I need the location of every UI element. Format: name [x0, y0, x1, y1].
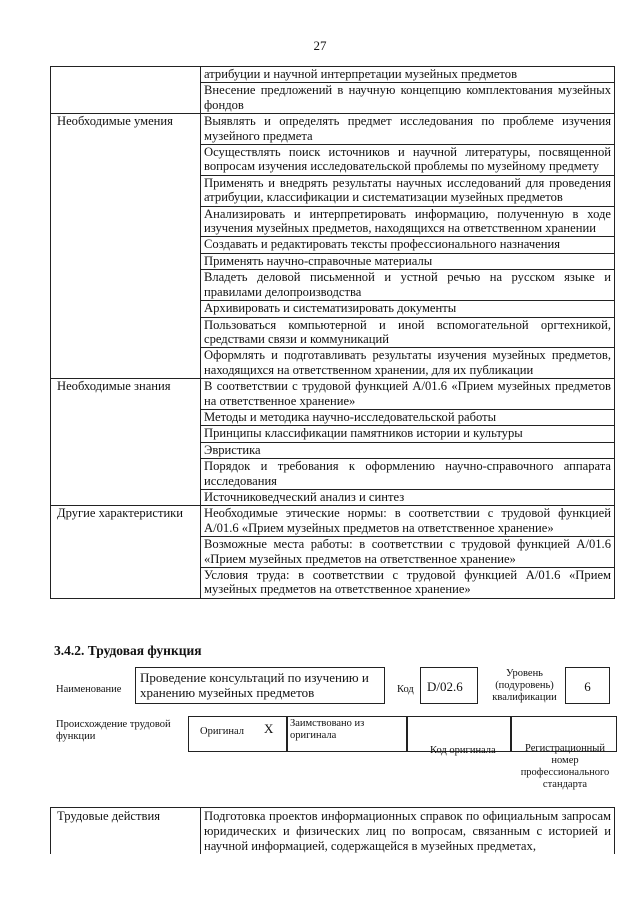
row-item: Возможные места работы: в соответствии с трудовой функцией А/01.6 «Прием музейных предметов на ответственное хранение»	[201, 537, 615, 568]
row-item: Оформлять и подготавливать результаты изучения музейных предметов, находящихся на ответственном хранении, для их публикации	[201, 348, 615, 379]
labor-actions-label: Трудовые действия	[51, 808, 201, 855]
row-item: Выявлять и определять предмет исследования по проблеме изучения музейного предмета	[201, 114, 615, 145]
row-item: Источниковедческий анализ и синтез	[201, 489, 615, 505]
function-code-box: D/02.6	[420, 667, 478, 704]
table-row	[51, 67, 615, 83]
row-item: Применять и внедрять результаты научных исследований для проведения атрибуции, классификации и систематизации музейных предметов	[201, 175, 615, 206]
row-item: Внесение предложений в научную концепцию комплектования музейных фондов	[201, 83, 615, 114]
function-name-box: Проведение консультаций по изучению и хранению музейных предметов	[135, 667, 385, 704]
row-item: Принципы классификации памятников истории и культуры	[201, 426, 615, 442]
original-mark: X	[264, 721, 274, 736]
level-label: Уровень (подуровень) квалификации	[492, 668, 557, 703]
name-label: Наименование	[56, 684, 122, 695]
row-item: Применять научно-справочные материалы	[201, 253, 615, 269]
level-value-box: 6	[565, 667, 610, 704]
row-label: Необходимые знания	[51, 379, 201, 506]
row-label: Другие характеристики	[51, 506, 201, 598]
reg-number-label: Регистрационный номер профессионального стандарта	[520, 743, 610, 790]
row-item: Эвристика	[201, 442, 615, 458]
labor-actions-text: Подготовка проектов информационных справок по официальным запросам юридических и физических лиц по вопросам, связанным с историей и научной информацией, содержащейся в музейных предметах,	[201, 808, 615, 855]
row-item: Методы и методика научно-исследовательской работы	[201, 409, 615, 425]
original-label: Оригинал	[200, 726, 244, 737]
labor-actions-table	[50, 807, 615, 854]
row-item: Создавать и редактировать тексты профессионального назначения	[201, 237, 615, 253]
row-item: Анализировать и интерпретировать информацию, полученную в ходе изучения музейных предметов, находящихся на ответственном хранении	[201, 206, 615, 237]
row-label: Необходимые умения	[51, 114, 201, 379]
requirements-table	[50, 66, 615, 599]
row-label	[51, 67, 201, 114]
origin-label: Происхождение трудовой функции	[56, 719, 171, 742]
table-row	[51, 506, 615, 537]
row-item: Порядок и требования к оформлению научно-справочного аппарата исследования	[201, 459, 615, 490]
borrowed-label: Заимствовано из оригинала	[290, 718, 365, 741]
section-title: 3.4.2. Трудовая функция	[54, 643, 202, 658]
row-item: В соответствии с трудовой функцией А/01.6 «Прием музейных предметов на ответственное хранение»	[201, 379, 615, 410]
table-row	[51, 114, 615, 145]
row-item: Архивировать и систематизировать документы	[201, 301, 615, 317]
row-item: Необходимые этические нормы: в соответствии с трудовой функцией А/01.6 «Прием музейных предметов на ответственное хранение»	[201, 506, 615, 537]
page-number: 27	[313, 38, 327, 53]
table-row	[51, 379, 615, 410]
row-item: Владеть деловой письменной и устной речью на русском языке и правилами делопроизводства	[201, 270, 615, 301]
code-label: Код	[397, 684, 414, 695]
row-item: Осуществлять поиск источников и научной литературы, посвященной вопросам изучения исследовательской проблемы по музейному предмету	[201, 145, 615, 176]
row-item: Условия труда: в соответствии с трудовой функцией А/01.6 «Прием музейных предметов на ответственное хранение»	[201, 568, 615, 599]
orig-code-label: Код оригинала	[430, 745, 496, 756]
row-item: атрибуции и научной интерпретации музейных предметов	[201, 67, 615, 83]
row-item: Пользоваться компьютерной и иной вспомогательной оргтехникой, средствами связи и коммуникаций	[201, 317, 615, 348]
